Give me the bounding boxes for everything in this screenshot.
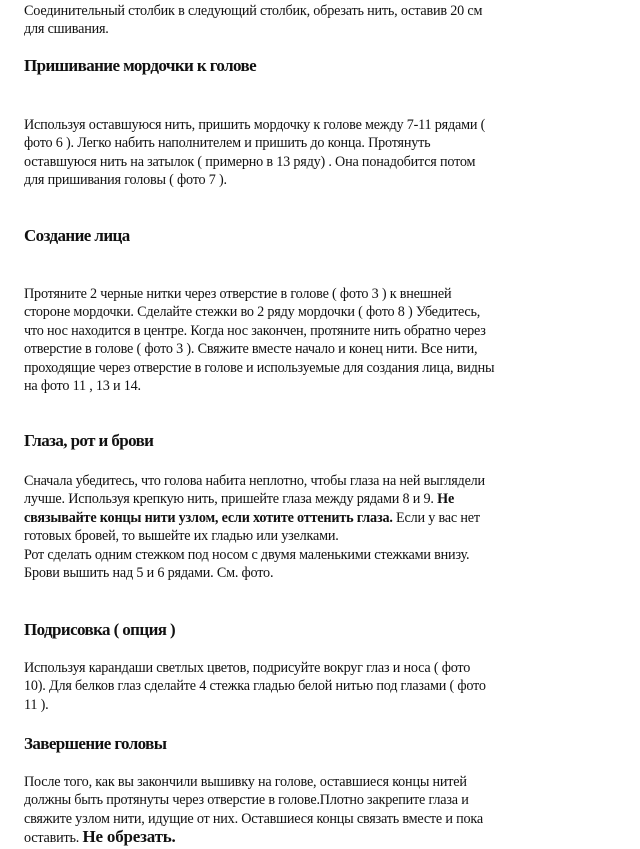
text-line <box>24 828 584 847</box>
paragraph-coloring-optional <box>24 659 584 714</box>
text-line: 11 ). <box>24 696 49 713</box>
text-line: Используя карандаши светлых цветов, подрисуйте вокруг глаз и носа ( фото <box>24 660 471 676</box>
text-line: Брови вышить над 5 и 6 рядами. См. фото. <box>24 565 274 582</box>
text-line: оставшуюся нить на затылок ( примерно в 13 ряду) . Она понадобится потом <box>24 153 476 170</box>
paragraph-face-creation <box>24 285 584 395</box>
bold-warning: связывайте концы нити узлом, если хотите оттенить глаза. <box>24 509 393 526</box>
text-line: стороне мордочки. Сделайте стежки во 2 ряду мордочки ( фото 8 ) Убедитесь, <box>24 304 481 321</box>
text-line: Протяните 2 черные нитки через отверстие в голове ( фото 3 ) к внешней <box>24 286 452 302</box>
text-line: 10). Для белков глаз сделайте 4 стежка гладью белой нитью под глазами ( фото <box>24 678 486 695</box>
text-line: для сшивания. <box>24 21 109 38</box>
bold-warning: Не обрезать. <box>82 827 176 847</box>
text-line: на фото 11 , 13 и 14. <box>24 378 141 395</box>
text-line <box>24 490 584 508</box>
text-line: для пришивания головы ( фото 7 ). <box>24 172 227 189</box>
text-line: свяжите узлом нити, идущие от них. Оставшиеся концы связать вместе и пока <box>24 810 483 827</box>
bold-warning: Не <box>437 491 455 508</box>
heading-coloring-optional: Подрисовка ( опция ) <box>24 620 176 639</box>
text-fragment: оставить. <box>24 830 83 847</box>
text-fragment: лучше. Используя крепкую нить, пришейте глаза между рядами 8 и 9. <box>24 491 438 508</box>
text-line: должны быть протянуты через отверстие в голове.Плотно закрепите глаза и <box>24 792 469 809</box>
intro-paragraph <box>24 2 584 39</box>
text-line <box>24 509 584 527</box>
text-line: Используя оставшуюся нить, пришить мордочку к голове между 7-11 рядами ( <box>24 117 486 133</box>
text-line: фото 6 ). Легко набить наполнителем и пришить до конца. Протянуть <box>24 135 431 152</box>
text-line: Рот сделать одним стежком под носом с двумя маленькими стежками внизу. <box>24 546 470 563</box>
heading-face-creation: Создание лица <box>24 226 130 245</box>
heading-finishing-head: Завершение головы <box>24 734 167 753</box>
paragraph-sewing-muzzle <box>24 116 584 190</box>
text-line: Сначала убедитесь, что голова набита неплотно, чтобы глаза на ней выглядели <box>24 473 485 489</box>
heading-sewing-muzzle: Пришивание мордочки к голове <box>24 56 257 75</box>
paragraph-eyes-mouth-brows <box>24 472 584 582</box>
text-line: проходящие через отверстие в голове и используемые для создания лица, видны <box>24 359 495 376</box>
text-line: После того, как вы закончили вышивку на голове, оставшиеся концы нитей <box>24 774 467 790</box>
text-line: что нос находится в центре. Когда нос закончен, протяните нить обратно через <box>24 322 486 339</box>
text-fragment: Если у вас нет <box>392 509 480 526</box>
text-line: готовых бровей, то вышейте их гладью или узелками. <box>24 528 339 545</box>
text-line: отверстие в голове ( фото 3 ). Свяжите вместе начало и конец нити. Все нити, <box>24 341 478 358</box>
text-line: Соединительный столбик в следующий столбик, обрезать нить, оставив 20 см <box>24 3 483 19</box>
heading-eyes-mouth-brows: Глаза, рот и брови <box>24 431 154 450</box>
paragraph-finishing-head <box>24 773 584 848</box>
